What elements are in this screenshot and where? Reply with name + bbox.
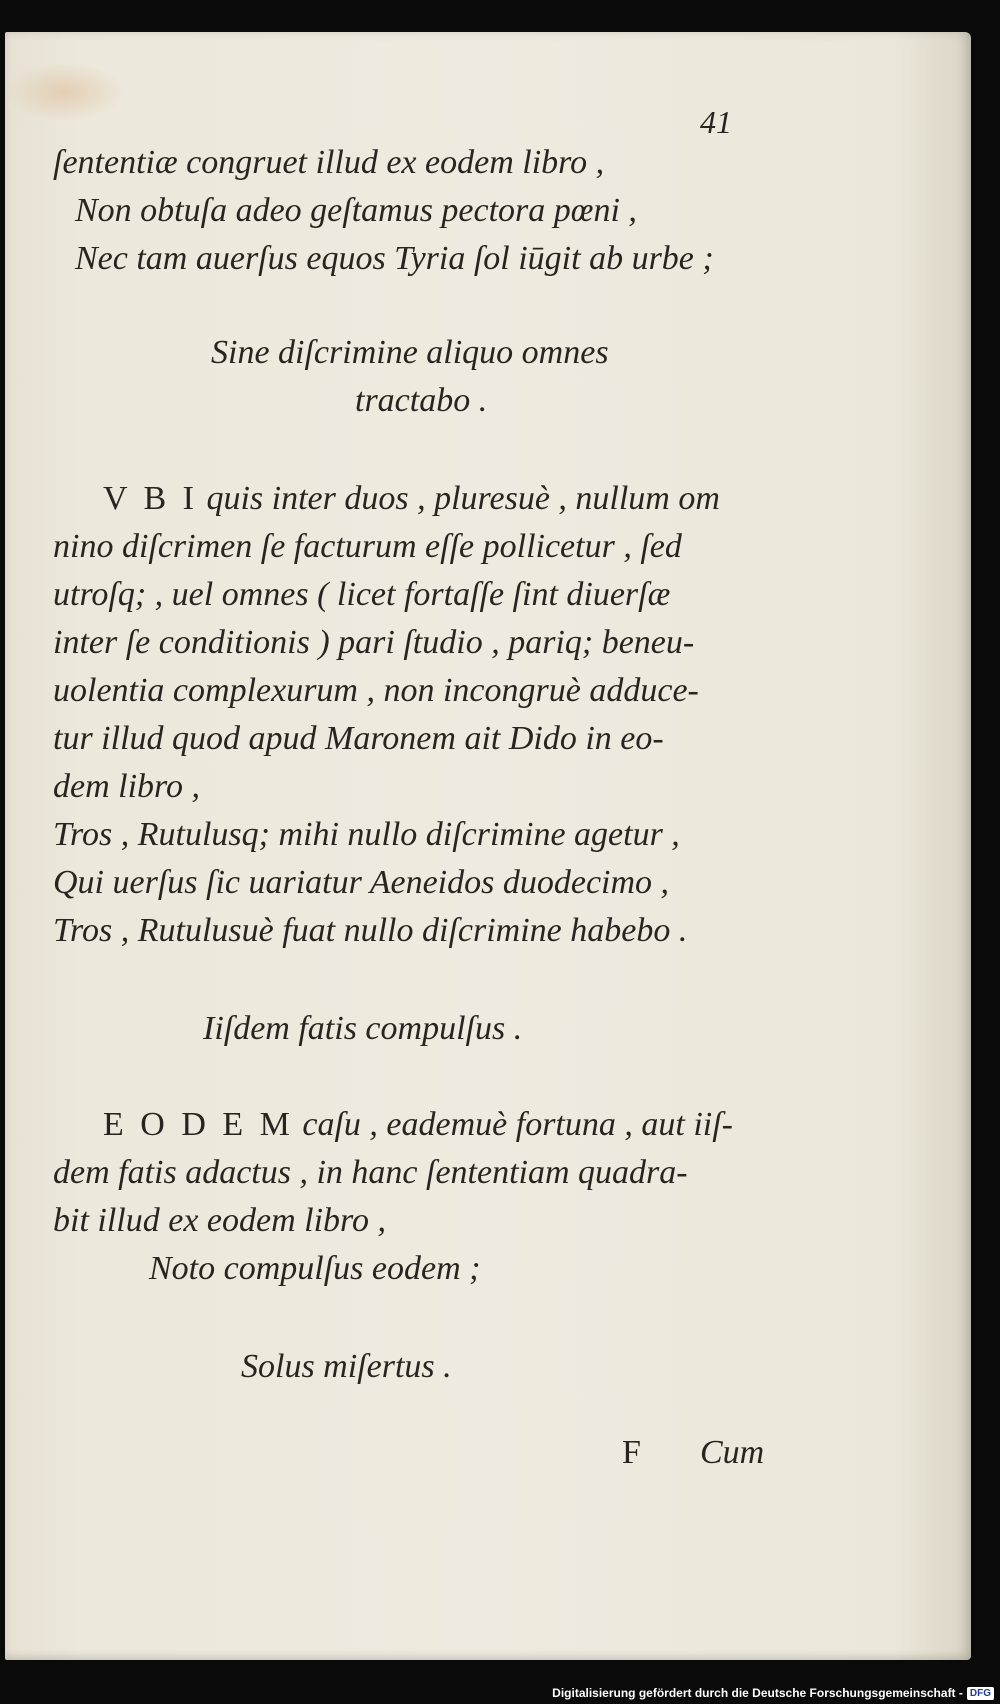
text-line: Tros , Rutulusuè fuat nullo diſcrimine habebo . xyxy=(53,912,688,949)
digitization-credit xyxy=(552,1686,994,1700)
section-heading: Iiſdem fatis compulſus . xyxy=(203,1010,523,1047)
text-line: Noto compulſus eodem ; xyxy=(149,1250,481,1287)
book-page xyxy=(5,32,971,1660)
initial-word: E O D E M xyxy=(103,1106,294,1143)
text-line: dem libro , xyxy=(53,768,201,805)
section-heading: Solus miſertus . xyxy=(241,1348,452,1385)
page-text xyxy=(5,32,971,1660)
dfg-logo: DFG xyxy=(967,1687,994,1700)
text-line: Nec tam auerſus equos Tyria ſol iūgit ab urbe ; xyxy=(75,240,714,277)
text-line-rest: quis inter duos , pluresuè , nullum om xyxy=(206,480,720,517)
signature-mark: F xyxy=(622,1434,641,1471)
text-line: Qui uerſus ſic uariatur Aeneidos duodecimo , xyxy=(53,864,670,901)
text-line: bit illud ex eodem libro , xyxy=(53,1202,387,1239)
section-heading: tractabo . xyxy=(355,382,488,419)
text-line: ſententiæ congruet illud ex eodem libro , xyxy=(53,144,605,181)
text-line: uolentia complexurum , non incongruè adduce- xyxy=(53,672,699,709)
page-number: 41 xyxy=(700,104,732,140)
text-line: tur illud quod apud Maronem ait Dido in eo- xyxy=(53,720,664,757)
text-line: inter ſe conditionis ) pari ſtudio , pariq; beneu- xyxy=(53,624,695,661)
credit-text: Digitalisierung gefördert durch die Deutsche Forschungsgemeinschaft - xyxy=(552,1686,963,1700)
text-line xyxy=(103,480,720,518)
text-line: Tros , Rutulusq; mihi nullo diſcrimine agetur , xyxy=(53,816,680,853)
text-line xyxy=(103,1106,733,1144)
text-line-rest: caſu , eademuè fortuna , aut iiſ- xyxy=(302,1106,733,1143)
section-heading: Sine diſcrimine aliquo omnes xyxy=(211,334,609,371)
catchword: Cum xyxy=(700,1434,765,1471)
text-line: nino diſcrimen ſe facturum eſſe pollicetur , ſed xyxy=(53,528,682,565)
text-line: Non obtuſa adeo geſtamus pectora pœni , xyxy=(75,192,637,229)
text-line: utroſq; , uel omnes ( licet fortaſſe ſint diuerſæ xyxy=(53,576,671,613)
text-line: dem fatis adactus , in hanc ſententiam quadra- xyxy=(53,1154,688,1191)
initial-word: V B I xyxy=(103,480,198,517)
